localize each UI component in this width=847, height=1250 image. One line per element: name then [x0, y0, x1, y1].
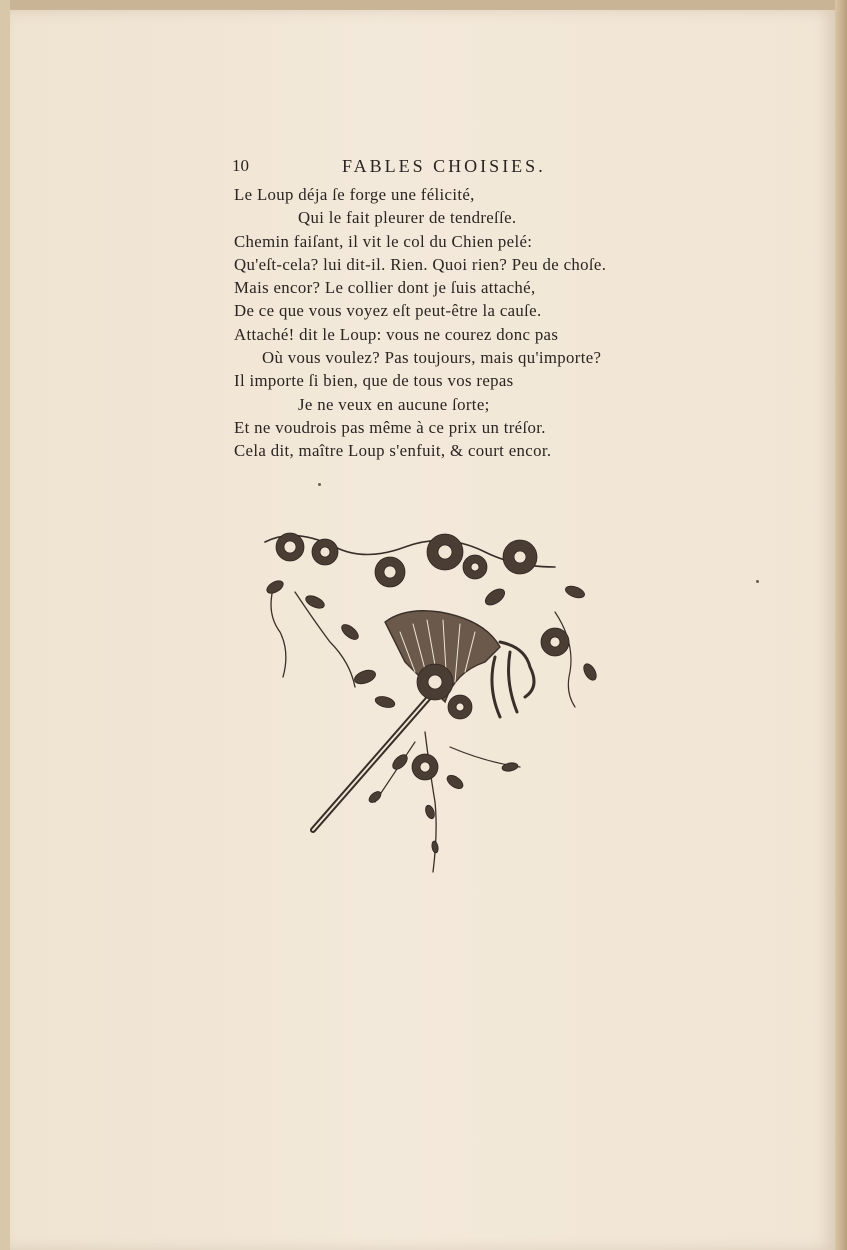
- leaf: [431, 841, 439, 854]
- verse-line: Chemin faiſant, il vit le col du Chien pelé:: [234, 231, 533, 251]
- paper-speck: [318, 483, 321, 486]
- verse-line: Qui le fait pleurer de tendreſſe.: [298, 208, 517, 228]
- verse-line: Je ne veux en aucune ſorte;: [298, 394, 490, 414]
- verse-line: De ce que vous voyez eſt peut-être la cauſe.: [234, 301, 542, 321]
- verse-line: Attaché! dit le Loup: vous ne courez donc pas: [234, 324, 559, 344]
- scan-top-edge: [0, 0, 847, 10]
- leaf: [483, 586, 508, 608]
- running-title: FABLES CHOISIES.: [342, 156, 546, 176]
- verse-line: Et ne voudrois pas même à ce prix un tréſor.: [234, 417, 546, 437]
- leaf: [339, 622, 361, 643]
- leaf: [424, 804, 436, 820]
- verse-line: Mais encor? Le collier dont je ſuis attaché,: [234, 278, 536, 298]
- verse-line: Le Loup déja ſe forge une félicité,: [234, 185, 475, 204]
- page-number: 10: [232, 156, 249, 175]
- leaf: [445, 773, 465, 792]
- running-header: [232, 156, 582, 182]
- leaf: [581, 662, 599, 683]
- verse-line: Cela dit, maître Loup s'enfuit, & court encor.: [234, 441, 552, 461]
- paper-speck: [756, 580, 759, 583]
- book-fore-edge: [835, 0, 847, 1250]
- leaf: [501, 762, 518, 773]
- verse-line: Il importe ſi bien, que de tous vos repas: [234, 371, 514, 391]
- leaf: [265, 578, 286, 596]
- leaf: [353, 668, 378, 687]
- flower-basket-ornament: [255, 512, 605, 892]
- scan-left-edge: [0, 0, 10, 1250]
- leaf: [374, 695, 396, 710]
- verse-line: Qu'eſt-cela? lui dit-il. Rien. Quoi rien? Peu de choſe.: [234, 254, 607, 274]
- leaf: [564, 584, 586, 600]
- fable-text: [234, 183, 654, 463]
- leaf: [304, 593, 326, 611]
- ribbon: [492, 642, 534, 717]
- verse-line: Où vous voulez? Pas toujours, mais qu'importe?: [262, 348, 602, 368]
